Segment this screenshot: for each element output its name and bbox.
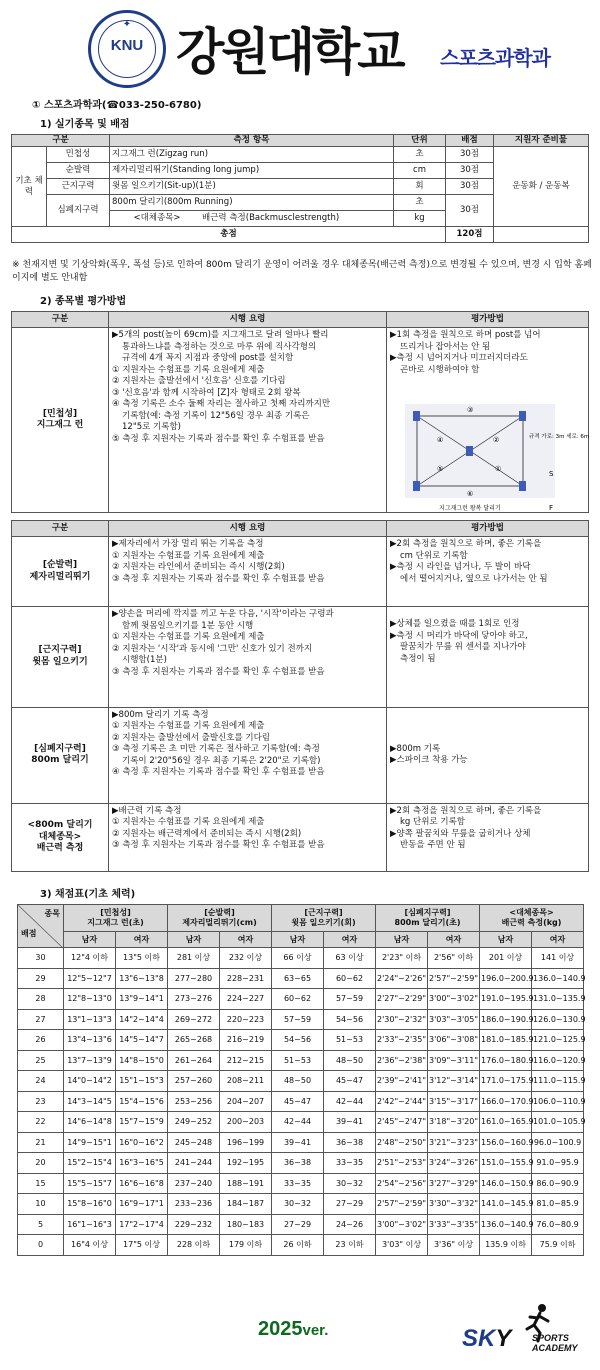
value-cell: 27~29	[324, 1194, 376, 1215]
score-cell: 0	[18, 1235, 64, 1256]
value-cell: 245~248	[168, 1132, 220, 1153]
value-cell: 3'00"~3'02"	[376, 1214, 428, 1235]
group-label: 기초 체력	[12, 147, 47, 227]
score-cell: 28	[18, 989, 64, 1010]
value-cell: 116.0~120.9	[532, 1050, 584, 1071]
score-cell: 5	[18, 1214, 64, 1235]
value-cell: 16"4 이상	[64, 1235, 116, 1256]
value-cell: 192~195	[220, 1153, 272, 1174]
zigzag-method: ▶5개의 post(높이 69cm)를 지그재그로 달려 얼마나 빨리 통과하느냐를 측정하는 것으로 마루 위에 직사각형의 규격에 4개 꼭지 지점과 중앙에 post를 설치함 ① 지원자는 수험표를 기록 요원에게 제출 ② 지원자는 출발선에서 '신호음' 신호를 기다림 ③ '신호음'과 함께 시작하여 [Z]자 형태로 2회 왕복 ④ 측정 기록은 소수 둘째 자리는 절사하고 첫째 자리까지만 기록함(예: 측정 기록이 12"56일 경우 최종 기록은 12"5로 기록함) ⑤ 측정 후 지원자는 기록과 점수를 확인 후 수험표를 받음	[109, 328, 387, 513]
value-cell: 253~256	[168, 1091, 220, 1112]
value-cell: 86.0~90.9	[532, 1173, 584, 1194]
run-category: [심폐지구력] 800m 달리기	[31, 743, 89, 766]
value-cell: 224~227	[220, 989, 272, 1010]
score-cell: 23	[18, 1091, 64, 1112]
situp-eval: ▶상체를 일으켰을 때를 1회로 인정 ▶측정 시 머리가 바닥에 닿아야 하고, 팔꿈치가 무릎 위 센서를 지나가야 측정이 됨	[387, 607, 589, 707]
value-cell: 200~203	[220, 1112, 272, 1133]
score-cell: 25	[18, 1050, 64, 1071]
event-header: <대체종목> 배근력 측정(kg)	[501, 908, 562, 927]
score-cell: 29	[18, 968, 64, 989]
value-cell: 54~56	[324, 1009, 376, 1030]
svg-text:F: F	[549, 504, 554, 512]
value-cell: 2'48"~2'50"	[376, 1132, 428, 1153]
value-cell: 48~50	[324, 1050, 376, 1071]
situp-method: ▶양손을 머리에 깍지를 끼고 누운 다음, '시작'이라는 구령과 함께 윗몸일으키기를 1분 동안 시행 ① 지원자는 수험표를 기록 요원에게 제출 ② 지원자는 '시작'과 동시에 '그만' 신호가 있기 전까지 시행함(1분) ③ 측정 후 지원자는 기록과 점수를 확인 후 수험표를 받음	[109, 607, 387, 707]
score-cell: 10	[18, 1194, 64, 1215]
th-category: 구분	[12, 135, 110, 147]
value-cell: 249~252	[168, 1112, 220, 1133]
th-item: 측정 항목	[110, 135, 394, 147]
value-cell: 14"5~14"7	[116, 1030, 168, 1051]
run-method: ▶800m 달리기 기록 측정 ① 지원자는 수험표를 기록 요원에게 제출 ② 지원자는 출발선에서 출발신호를 기다림 ③ 측정 기록은 초 미만 기록은 절사하고 기록함(예: 측정 기록이 2'20"56일 경우 최종 기록은 2'20"로 기록함) ④ 측정 후 지원자는 기록과 점수를 확인 후 수험표를 받음	[109, 707, 387, 803]
jump-eval: ▶2회 측정을 원칙으로 하며, 좋은 기록을 cm 단위로 기록함 ▶측정 시 라인을 넘거나, 두 발이 바닥 에서 떨어지거나, 옆으로 나가서는 안 됨	[387, 537, 589, 607]
value-cell: 14"2~14"4	[116, 1009, 168, 1030]
corner-cell: 종목 배점	[18, 905, 64, 948]
value-cell: 36~38	[272, 1153, 324, 1174]
back-method: ▶배근력 기록 측정 ① 지원자는 수험표를 기록 요원에게 제출 ② 지원자는 배근력계에서 준비되는 즉시 시행(2회) ③ 측정 후 지원자는 기록과 점수를 확인 후 수험표를 받음	[109, 803, 387, 871]
score-cell: 21	[18, 1132, 64, 1153]
value-cell: 2'24"~2'26"	[376, 968, 428, 989]
value-cell: 2'27"~2'29"	[376, 989, 428, 1010]
value-cell: 14"9~15"1	[64, 1132, 116, 1153]
event-header: [순발력] 제자리멀리뛰기(cm)	[182, 908, 257, 927]
value-cell: 51~53	[272, 1050, 324, 1071]
value-cell: 216~219	[220, 1030, 272, 1051]
header	[0, 0, 600, 95]
value-cell: 15"4~15"6	[116, 1091, 168, 1112]
value-cell: 2'42"~2'44"	[376, 1091, 428, 1112]
value-cell: 146.0~150.9	[480, 1173, 532, 1194]
value-cell: 3'24"~3'26"	[428, 1153, 480, 1174]
value-cell: 3'06"~3'08"	[428, 1030, 480, 1051]
department-name: 스포츠과학과	[440, 46, 550, 70]
value-cell: 212~215	[220, 1050, 272, 1071]
value-cell: 141.0~145.9	[480, 1194, 532, 1215]
value-cell: 2'36"~2'38"	[376, 1050, 428, 1071]
value-cell: 3'30"~3'32"	[428, 1194, 480, 1215]
value-cell: 15"8~16"0	[64, 1194, 116, 1215]
value-cell: 3'27"~3'29"	[428, 1173, 480, 1194]
value-cell: 13"5 이하	[116, 948, 168, 969]
value-cell: 241~244	[168, 1153, 220, 1174]
value-cell: 75.9 이하	[532, 1235, 584, 1256]
other-eval-table: 구분 시행 요령 평가방법 [순발력] 제자리멀리뛰기 ▶제자리에서 가장 멀리 뛰는 기록을 측정 ① 지원자는 수험표를 기록 요원에게 제출 ② 지원자는 라인에서 준비되는 즉시 시행(2회) ③ 측정 후 지원자는 기록과 점수를 확인 후 수험표를 받음 ▶2회 측정을 원칙으로 하며, 좋은 기록을 cm 단위로 기록함 ▶측정 시 라인을 넘거나, 두 발이 바닥 에서 떨어지거나, 옆으로 나가서는 안 됨 [근지구력] 윗몸 일으키기 ▶양손을 머리에 깍지를 끼고 누운 다음, '시작'이라는 구령과 함께 윗몸일으키기를 1분 동안 시행 ① 지원자는 수험표를 기록 요원에게 제출 ② 지원자는 '시작'과 동시에 '그만' 신호가 있기 전까지 시행함(1분) ③ 측정 후 지원자는 기록과 점수를 확인 후 수험표를 받음 ▶상체를 일으켰을 때를 1회로 인정 ▶측정 시 머리가 바닥에 닿아야 하고, 팔꿈치가 무릎 위 센서를 지나가야 측정이 됨 [심폐지구력] 800m 달리기 ▶800m 달리기 기록 측정 ① 지원자는 수험표를 기록 요원에게 제출 ② 지원자는 출발선에서 출발신호를 기다림 ③ 측정 기록은 초 미만 기록은 절사하고 기록함(예: 측정 기록이 2'20"56일 경우 최종 기록은 2'20"로 기록함) ④ 측정 후 지원자는 기록과 점수를 확인 후 수험표를 받음 ▶800m 기록 ▶스파이크 착용 가능 <800m 달리기 대체종목> 배근력 측정 ▶배근력 기록 측정 ① 지원자는 수험표를 기록 요원에게 제출 ② 지원자는 배근력계에서 준비되는 즉시 시행(2회) ③ 측정 후 지원자는 기록과 점수를 확인 후 수험표를 받음 ▶2회 측정을 원칙으로 하며, 좋은 기록을 kg 단위로 기록함 ▶양쪽 팔꿈치와 무릎을 굽히거나 상체 반동을 주면 안 됨	[11, 520, 589, 872]
value-cell: 3'03"~3'05"	[428, 1009, 480, 1030]
value-cell: 3'03" 이상	[376, 1235, 428, 1256]
value-cell: 54~56	[272, 1030, 324, 1051]
value-cell: 101.0~105.9	[532, 1112, 584, 1133]
value-cell: 14"6~14"8	[64, 1112, 116, 1133]
score-row	[18, 1214, 584, 1235]
value-cell: 15"2~15"4	[64, 1153, 116, 1174]
svg-text:⑤: ⑤	[437, 465, 444, 473]
section1-title: 1) 실기종목 및 배점	[40, 119, 130, 130]
weather-note: ※ 천재지변 및 기상악화(폭우, 폭설 등)로 인하여 800m 달리기 운영이 어려울 경우 대체종목(배근력 측정)으로 변경될 수 있으며, 변경 시 입학 홈페이지에 별도 안내함	[12, 260, 592, 283]
back-eval: ▶2회 측정을 원칙으로 하며, 좋은 기록을 kg 단위로 기록함 ▶양쪽 팔꿈치와 무릎을 굽히거나 상체 반동을 주면 안 됨	[387, 803, 589, 871]
department-contact: ① 스포츠과학과(☎033-250-6780)	[32, 100, 202, 111]
value-cell: 161.0~165.9	[480, 1112, 532, 1133]
prep-items: 운동화 / 운동복	[494, 147, 589, 227]
value-cell: 229~232	[168, 1214, 220, 1235]
value-cell: 63~65	[272, 968, 324, 989]
score-cell: 15	[18, 1173, 64, 1194]
svg-text:④: ④	[437, 436, 444, 444]
value-cell: 2'51"~2'53"	[376, 1153, 428, 1174]
event-header: [근지구력] 윗몸 일으키기(회)	[291, 908, 356, 927]
value-cell: 136.0~140.9	[532, 968, 584, 989]
value-cell: 12"8~13"0	[64, 989, 116, 1010]
value-cell: 265~268	[168, 1030, 220, 1051]
value-cell: 196~199	[220, 1132, 272, 1153]
value-cell: 26 이하	[272, 1235, 324, 1256]
value-cell: 14"0~14"2	[64, 1071, 116, 1092]
value-cell: 45~47	[324, 1071, 376, 1092]
score-row	[18, 1194, 584, 1215]
value-cell: 186.0~190.9	[480, 1009, 532, 1030]
value-cell: 48~50	[272, 1071, 324, 1092]
value-cell: 111.0~115.9	[532, 1071, 584, 1092]
value-cell: 181.0~185.9	[480, 1030, 532, 1051]
fig-caption: 지그재그런 왕복 달리기	[439, 505, 501, 512]
value-cell: 17"5 이상	[116, 1235, 168, 1256]
value-cell: 15"5~15"7	[64, 1173, 116, 1194]
th-unit: 단위	[394, 135, 446, 147]
value-cell: 45~47	[272, 1091, 324, 1112]
th-score: 배점	[446, 135, 494, 147]
svg-text:⑥: ⑥	[467, 490, 474, 498]
value-cell: 2'33"~2'35"	[376, 1030, 428, 1051]
value-cell: 16"0~16"2	[116, 1132, 168, 1153]
value-cell: 2'57"~2'59"	[376, 1194, 428, 1215]
value-cell: 42~44	[272, 1112, 324, 1133]
score-cell: 30	[18, 948, 64, 969]
value-cell: 2'39"~2'41"	[376, 1071, 428, 1092]
section3-title: 3) 채점표(기초 체력)	[40, 889, 136, 900]
value-cell: 135.9 이하	[480, 1235, 532, 1256]
value-cell: 196.0~200.9	[480, 968, 532, 989]
value-cell: 273~276	[168, 989, 220, 1010]
value-cell: 63 이상	[324, 948, 376, 969]
value-cell: 106.0~110.9	[532, 1091, 584, 1112]
value-cell: 277~280	[168, 968, 220, 989]
value-cell: 76.0~80.9	[532, 1214, 584, 1235]
score-row	[18, 1091, 584, 1112]
jump-method: ▶제자리에서 가장 멀리 뛰는 기록을 측정 ① 지원자는 수험표를 기록 요원에게 제출 ② 지원자는 라인에서 준비되는 즉시 시행(2회) ③ 측정 후 지원자는 기록과 점수를 확인 후 수험표를 받음	[109, 537, 387, 607]
value-cell: 188~191	[220, 1173, 272, 1194]
value-cell: 12"4 이하	[64, 948, 116, 969]
value-cell: 17"2~17"4	[116, 1214, 168, 1235]
value-cell: 2'23" 이하	[376, 948, 428, 969]
value-cell: 81.0~85.9	[532, 1194, 584, 1215]
value-cell: 39~41	[272, 1132, 324, 1153]
value-cell: 281 이상	[168, 948, 220, 969]
value-cell: 269~272	[168, 1009, 220, 1030]
value-cell: 166.0~170.9	[480, 1091, 532, 1112]
value-cell: 13"9~14"1	[116, 989, 168, 1010]
value-cell: 15"1~15"3	[116, 1071, 168, 1092]
seal-star-icon: ✦	[122, 19, 132, 30]
value-cell: 2'30"~2'32"	[376, 1009, 428, 1030]
value-cell: 151.0~155.9	[480, 1153, 532, 1174]
value-cell: 2'56" 이하	[428, 948, 480, 969]
fig-size-label: 규격 가로: 3m 세로: 6m	[529, 434, 590, 440]
value-cell: 233~236	[168, 1194, 220, 1215]
score-row	[18, 1112, 584, 1133]
run-eval: ▶800m 기록 ▶스파이크 착용 가능	[387, 707, 589, 803]
back-category: <800m 달리기 대체종목> 배근력 측정	[27, 820, 93, 854]
university-seal-logo	[88, 10, 166, 88]
jump-category: [순발력] 제자리멀리뛰기	[29, 560, 91, 582]
value-cell: 3'12"~3'14"	[428, 1071, 480, 1092]
value-cell: 13"1~13"3	[64, 1009, 116, 1030]
score-cell: 27	[18, 1009, 64, 1030]
value-cell: 228 이하	[168, 1235, 220, 1256]
score-row	[18, 1235, 584, 1256]
value-cell: 36~38	[324, 1132, 376, 1153]
value-cell: 180~183	[220, 1214, 272, 1235]
value-cell: 204~207	[220, 1091, 272, 1112]
value-cell: 96.0~100.9	[532, 1132, 584, 1153]
score-rows	[18, 948, 584, 1256]
score-row	[18, 1153, 584, 1174]
svg-text:②: ②	[493, 436, 500, 444]
value-cell: 3'09"~3'11"	[428, 1050, 480, 1071]
university-name: 강원대학교	[176, 23, 403, 81]
value-cell: 14"3~14"5	[64, 1091, 116, 1112]
value-cell: 60~62	[272, 989, 324, 1010]
zigzag-eval-table: 구분 시행 요령 평가방법 [민첩성] 지그재그 런 ▶5개의 post(높이 69cm)를 지그재그로 달려 얼마나 빨리 통과하느냐를 측정하는 것으로 마루 위에 직사각형의 규격에 4개 꼭지 지점과 중앙에 post를 설치함 ① 지원자는 수험표를 기록 요원에게 제출 ② 지원자는 출발선에서 '신호음' 신호를 기다림 ③ '신호음'과 함께 시작하여 [Z]자 형태로 2회 왕복 ④ 측정 기록은 소수 둘째 자리는 절사하고 첫째 자리까지만 기록함(예: 측정 기록이 12"56일 경우 최종 기록은 12"5로 기록함) ⑤ 측정 후 지원자는 기록과 점수를 확인 후 수험표를 받음 ▶1회 측정을 원칙으로 하며 post를 넘어 뜨리거나 잡아서는 안 됨 ▶측정 시 넘어지거나 미끄러지더라도 곤바로 시행하여야 함 ③ ④ ② ⑤ ① ⑥ S F 규격 가로: 3m 세로: 6m 지그재그런 왕복 달리기	[11, 311, 589, 513]
value-cell: 2'54"~2'56"	[376, 1173, 428, 1194]
value-cell: 136.0~140.9	[480, 1214, 532, 1235]
value-cell: 257~260	[168, 1071, 220, 1092]
svg-text:①: ①	[495, 465, 502, 473]
value-cell: 42~44	[324, 1091, 376, 1112]
value-cell: 15"7~15"9	[116, 1112, 168, 1133]
value-cell: 16"1~16"3	[64, 1214, 116, 1235]
value-cell: 2'45"~2'47"	[376, 1112, 428, 1133]
score-cell: 20	[18, 1153, 64, 1174]
score-row	[18, 948, 584, 969]
value-cell: 27~29	[272, 1214, 324, 1235]
score-cell: 22	[18, 1112, 64, 1133]
value-cell: 3'21"~3'23"	[428, 1132, 480, 1153]
value-cell: 171.0~175.9	[480, 1071, 532, 1092]
value-cell: 126.0~130.9	[532, 1009, 584, 1030]
score-row	[18, 1071, 584, 1092]
value-cell: 30~32	[324, 1173, 376, 1194]
score-cell: 24	[18, 1071, 64, 1092]
value-cell: 12"5~12"7	[64, 968, 116, 989]
zigzag-category: [민첩성] 지그재그 런	[12, 328, 109, 513]
score-table: 종목 배점 [민첩성] 지그재그 런(초) [순발력] 제자리멀리뛰기(cm) [근지구력] 윗몸 일으키기(회) [심폐지구력] 800m 달리기(초) <대체종목> 배근력 측정(kg) 남자 여자 남자 여자 남자 여자 남자 여자 남자 여자 30 12"4 이하 13"5 이하 281 이상 232 이상 66 이상 63 이상 2'23" 이하 2'56" 이하 201 이상 141 이상 29 12"5~12"7 13"6~13"8 277~280 228~231 63~65 60~62 2'24"~2'26" 2'57"~2'59" 196.0~200.9 136.0~140.9 28 12"8~13"0 13"9~14"1 273~276 224~227 60~62 57~59 2'27"~2'29" 3'00"~3'02" 191.0~195.9 131.0~135.9 27 13"1~13"3 14"2~14"4 269~272 220~223 57~59 54~56 2'30"~2'32" 3'03"~3'05" 186.0~190.9 126.0~130.9 26 13"4~13"6 14"5~14"7 265~268 216~219 54~56 51~53 2'33"~2'35" 3'06"~3'08" 181.0~185.9 121.0~125.9 25 13"7~13"9 14"8~15"0 261~264 212~215 51~53 48~50 2'36"~2'38" 3'09"~3'11" 176.0~180.9 116.0~120.9 24 14"0~14"2 15"1~15"3 257~260 208~211 48~50 45~47 2'39"~2'41" 3'12"~3'14" 171.0~175.9 111.0~115.9 23 14"3~14"5 15"4~15"6 253~256 204~207 45~47 42~44 2'42"~2'44" 3'15"~3'17" 166.0~170.9 106.0~110.9 22 14"6~14"8 15"7~15"9 249~252 200~203 42~44 39~41 2'45"~2'47" 3'18"~3'20" 161.0~165.9 101.0~105.9 21 14"9~15"1 16"0~16"2 245~248 196~199 39~41 36~38 2'48"~2'50" 3'21"~3'23" 156.0~160.9 96.0~100.9 20 15"2~15"4 16"3~16"5 241~244 192~195 36~38 33~35 2'51"~2'53" 3'24"~3'26" 151.0~155.9 91.0~95.9 15 15"5~15"7 16"6~16"8 237~240 188~191 33~35 30~32 2'54"~2'56" 3'27"~3'29" 146.0~150.9 86.0~90.9 10 15"8~16"0 16"9~17"1 233~236 184~187 30~32 27~29 2'57"~2'59" 3'30"~3'32" 141.0~145.9 81.0~85.9 5 16"1~16"3 17"2~17"4 229~232 180~183 27~29 24~26 3'00"~3'02" 3'33"~3'35" 136.0~140.9 76.0~80.9 0 16"4 이상 17"5 이상 228 이하 179 이하 26 이하 23 이하 3'03" 이상 3'36" 이상 135.9 이하 75.9 이하	[17, 904, 584, 1256]
value-cell: 3'36" 이상	[428, 1235, 480, 1256]
value-cell: 2'57"~2'59"	[428, 968, 480, 989]
value-cell: 33~35	[272, 1173, 324, 1194]
value-cell: 51~53	[324, 1030, 376, 1051]
score-row	[18, 1009, 584, 1030]
value-cell: 13"4~13"6	[64, 1030, 116, 1051]
value-cell: 131.0~135.9	[532, 989, 584, 1010]
value-cell: 121.0~125.9	[532, 1030, 584, 1051]
value-cell: 3'00"~3'02"	[428, 989, 480, 1010]
situp-category: [근지구력] 윗몸 일으키기	[32, 645, 88, 667]
version-label: 2025ver.	[258, 1318, 329, 1340]
value-cell: 261~264	[168, 1050, 220, 1071]
total-label: 총점	[12, 227, 446, 243]
value-cell: 13"6~13"8	[116, 968, 168, 989]
event-header: [민첩성] 지그재그 런(초)	[87, 908, 144, 927]
value-cell: 3'18"~3'20"	[428, 1112, 480, 1133]
value-cell: 141 이상	[532, 948, 584, 969]
svg-text:S: S	[549, 470, 554, 478]
zigzag-course-diagram	[399, 398, 590, 516]
value-cell: 13"7~13"9	[64, 1050, 116, 1071]
th-prep: 지원자 준비물	[494, 135, 589, 147]
value-cell: 66 이상	[272, 948, 324, 969]
score-row	[18, 1050, 584, 1071]
value-cell: 3'15"~3'17"	[428, 1091, 480, 1112]
value-cell: 23 이하	[324, 1235, 376, 1256]
value-cell: 176.0~180.9	[480, 1050, 532, 1071]
score-row	[18, 989, 584, 1010]
value-cell: 30~32	[272, 1194, 324, 1215]
score-row	[18, 1030, 584, 1051]
value-cell: 237~240	[168, 1173, 220, 1194]
sky-sports-academy-logo: SKY SPORTS ACADEMY	[462, 1303, 592, 1363]
value-cell: 60~62	[324, 968, 376, 989]
value-cell: 57~59	[272, 1009, 324, 1030]
value-cell: 57~59	[324, 989, 376, 1010]
score-row	[18, 1173, 584, 1194]
value-cell: 228~231	[220, 968, 272, 989]
value-cell: 24~26	[324, 1214, 376, 1235]
value-cell: 179 이하	[220, 1235, 272, 1256]
seal-logo-text: KNU	[110, 37, 144, 54]
value-cell: 232 이상	[220, 948, 272, 969]
value-cell: 184~187	[220, 1194, 272, 1215]
value-cell: 14"8~15"0	[116, 1050, 168, 1071]
total-score: 120점	[446, 227, 494, 243]
section2-title: 2) 종목별 평가방법	[40, 296, 127, 307]
value-cell: 16"9~17"1	[116, 1194, 168, 1215]
value-cell: 3'33"~3'35"	[428, 1214, 480, 1235]
value-cell: 208~211	[220, 1071, 272, 1092]
value-cell: 16"6~16"8	[116, 1173, 168, 1194]
value-cell: 220~223	[220, 1009, 272, 1030]
value-cell: 201 이상	[480, 948, 532, 969]
value-cell: 156.0~160.9	[480, 1132, 532, 1153]
score-row	[18, 1132, 584, 1153]
score-row	[18, 968, 584, 989]
test-items-table: 구분 측정 항목 단위 배점 지원자 준비물 기초 체력 민첩성 지그재그 런(Zigzag run) 초 30점 운동화 / 운동복 순발력 제자리멀리뛰기(Standing long jump) cm 30점 근지구력 윗몸 일으키기(Sit-up)(1분) 회 30점 심폐지구력 800m 달리기(800m Running) 초 30점 <대체종목> 배근력 측정(Backmusclestrength) kg 총점 120점	[11, 134, 589, 243]
value-cell: 33~35	[324, 1153, 376, 1174]
value-cell: 191.0~195.9	[480, 989, 532, 1010]
value-cell: 91.0~95.9	[532, 1153, 584, 1174]
value-cell: 39~41	[324, 1112, 376, 1133]
zigzag-eval: ▶1회 측정을 원칙으로 하며 post를 넘어 뜨리거나 잡아서는 안 됨 ▶측정 시 넘어지거나 미끄러지더라도 곤바로 시행하여야 함 ③ ④ ② ⑤ ① ⑥ S F 규격 가로: 3m 세로: 6m 지그재그런 왕복 달리기	[387, 328, 589, 513]
fig-label: ③	[467, 406, 474, 414]
value-cell: 16"3~16"5	[116, 1153, 168, 1174]
score-cell: 26	[18, 1030, 64, 1051]
event-header: [심폐지구력] 800m 달리기(초)	[394, 908, 461, 927]
